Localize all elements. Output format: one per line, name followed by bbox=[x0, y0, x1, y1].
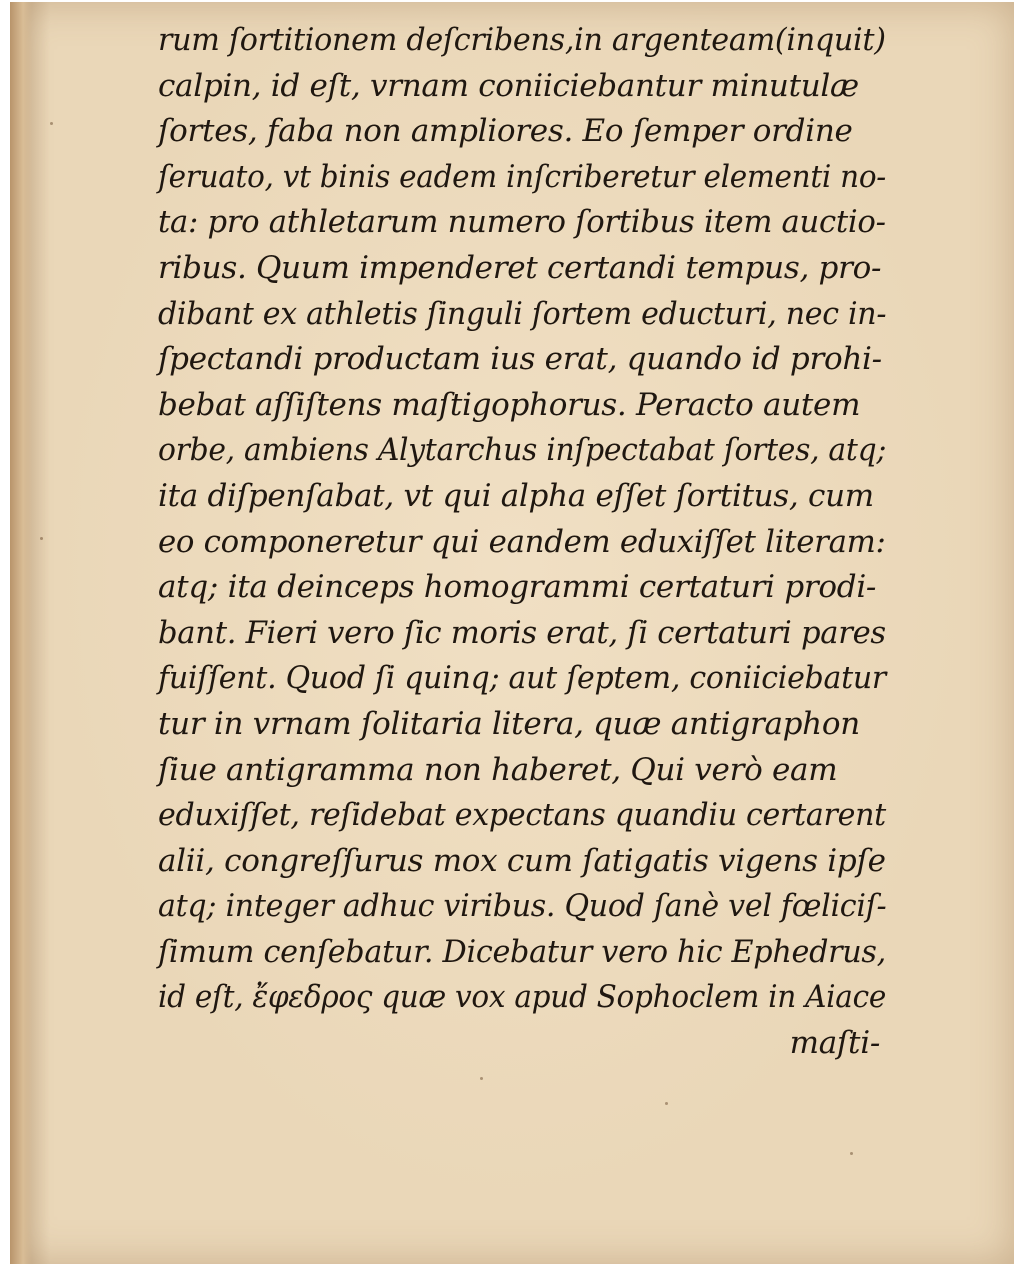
text-line: ſortes, faba non ampliores. Eo ſemper ordine bbox=[158, 113, 853, 150]
paper-speck bbox=[50, 122, 53, 125]
catchword: maſti- bbox=[789, 1025, 880, 1062]
page-binding-edge bbox=[10, 2, 32, 1264]
text-line: atq; integer adhuc viribus. Quod ſanè vel fœliciſ- bbox=[158, 888, 887, 925]
text-line: eduxiſſet, reſidebat expectans quandiu certarent bbox=[158, 797, 886, 834]
text-line: ſpectandi productam ius erat, quando id prohi- bbox=[158, 341, 882, 378]
text-line: ita diſpenſabat, vt qui alpha eſſet ſortitus, cum bbox=[158, 477, 874, 514]
paper-speck bbox=[850, 1152, 853, 1155]
paper-speck bbox=[665, 1102, 668, 1105]
text-line: atq; ita deinceps homogrammi certaturi prodi- bbox=[158, 569, 877, 606]
text-line: orbe, ambiens Alytarchus inſpectabat ſortes, atq; bbox=[158, 432, 887, 469]
text-line: ſeruato, vt binis eadem inſcriberetur elementi no- bbox=[158, 158, 886, 195]
text-line: eo componeretur qui eandem eduxiſſet literam: bbox=[158, 523, 886, 560]
paper-speck bbox=[480, 1077, 483, 1080]
text-line: rum ſortitionem deſcribens,in argenteam(inquit) bbox=[158, 22, 886, 58]
text-line: bebat aſſiſtens maſtigophorus. Peracto autem bbox=[158, 386, 861, 423]
text-line: bant. Fieri vero ſic moris erat, ſi certaturi pares bbox=[158, 614, 886, 651]
text-line: ſimum cenſebatur. Dicebatur vero hic Ephedrus, bbox=[158, 933, 886, 970]
text-line: alii, congreſſurus mox cum ſatigatis vigens ipſe bbox=[158, 842, 886, 879]
body-text bbox=[158, 18, 886, 1067]
text-line: ſiue antigramma non haberet, Qui verò eam bbox=[158, 751, 838, 788]
paper-speck bbox=[40, 537, 43, 540]
text-line: calpin, id eſt, vrnam coniiciebantur minutulæ bbox=[158, 67, 859, 104]
text-line: ribus. Quum impenderet certandi tempus, pro- bbox=[158, 249, 882, 286]
text-line: dibant ex athletis ſinguli ſortem educturi, nec in- bbox=[158, 295, 887, 332]
text-line: ta: pro athletarum numero ſortibus item auctio- bbox=[158, 204, 886, 241]
text-line: id eſt, ἔφεδρος quæ vox apud Sophoclem in Aiace bbox=[158, 979, 887, 1016]
text-line: tur in vrnam ſolitaria litera, quæ antigraphon bbox=[158, 705, 860, 742]
text-line: fuiſſent. Quod ſi quinq; aut ſeptem, coniiciebatur bbox=[158, 660, 886, 697]
